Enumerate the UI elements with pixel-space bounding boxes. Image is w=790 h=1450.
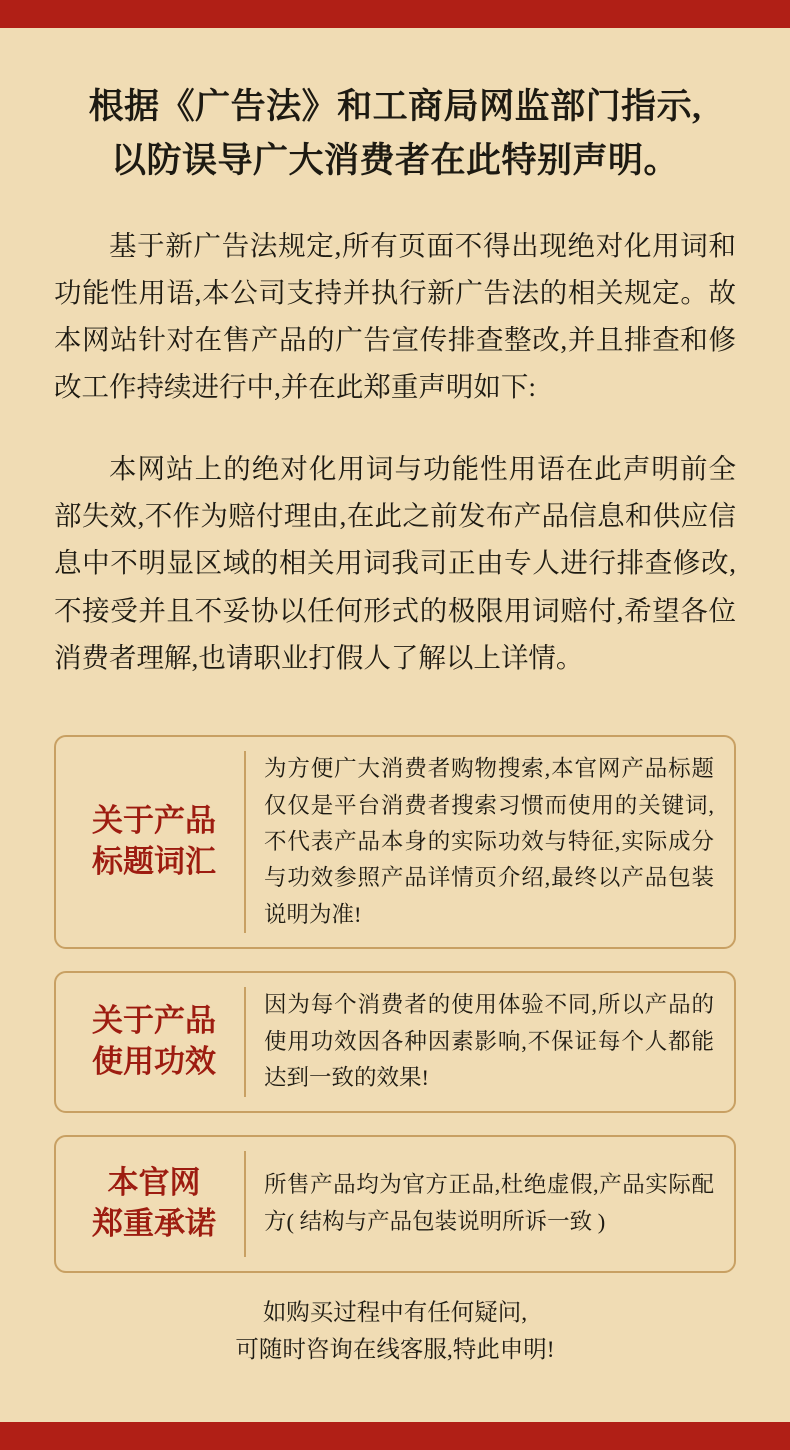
- notice-card-label-line-1: 关于产品: [92, 803, 216, 839]
- notice-card-product-effect: [54, 971, 736, 1112]
- footer-note-line-2: 可随时咨询在线客服,特此申明!: [235, 1336, 555, 1363]
- notice-card-label-line-1: 关于产品: [92, 1003, 216, 1039]
- page-title-line-2: 以防误导广大消费者在此特别声明。: [110, 141, 679, 181]
- notice-card-product-title: [54, 735, 736, 949]
- statement-paragraph-2: 本网站上的绝对化用词与功能性用语在此声明前全部失效,不作为赔付理由,在此之前发布产品信息和供应信息中不明显区域的相关用词我司正由专人进行排查修改,不接受并且不妥协以任何形式的极限用词赔付,希望各位消费者理解,也请职业打假人了解以上详情。: [54, 452, 736, 673]
- page-title: [54, 28, 736, 189]
- notice-card-list: [54, 735, 736, 1273]
- footer-note: [54, 1295, 736, 1369]
- notice-card-text: 因为每个消费者的使用体验不同,所以产品的使用功效因各种因素影响,不保证每个人都能达到一致的效果!: [264, 992, 714, 1091]
- notice-card-label-line-2: 郑重承诺: [92, 1205, 216, 1241]
- notice-card-text: 为方便广大消费者购物搜索,本官网产品标题仅仅是平台消费者搜索习惯而使用的关键词,不代表产品本身的实际功效与特征,实际成分与功效参照产品详情页介绍,最终以产品包装说明为准!: [264, 756, 714, 927]
- notice-card-label: [64, 987, 246, 1096]
- statement-paragraph-1: 基于新广告法规定,所有页面不得出现绝对化用词和功能性用语,本公司支持并执行新广告法的相关规定。故本网站针对在售产品的广告宣传排查整改,并且排查和修改工作持续进行中,并在此郑重声明如下:: [54, 229, 736, 403]
- notice-card-label-line-1: 本官网: [107, 1164, 201, 1200]
- notice-card-label: [64, 751, 246, 933]
- notice-card-official-promise: [54, 1135, 736, 1273]
- notice-card-text: 所售产品均为官方正品,杜绝虚假,产品实际配方( 结构与产品包装说明所诉一致 ): [264, 1172, 714, 1234]
- statement-panel: [0, 28, 790, 1422]
- notice-card-label-line-2: 使用功效: [92, 1044, 216, 1080]
- footer-note-line-1: 如购买过程中有任何疑问,: [262, 1299, 528, 1326]
- notice-card-label: [64, 1151, 246, 1257]
- page-title-line-1: 根据《广告法》和工商局网监部门指示,: [88, 87, 702, 126]
- notice-card-label-line-2: 标题词汇: [92, 844, 216, 880]
